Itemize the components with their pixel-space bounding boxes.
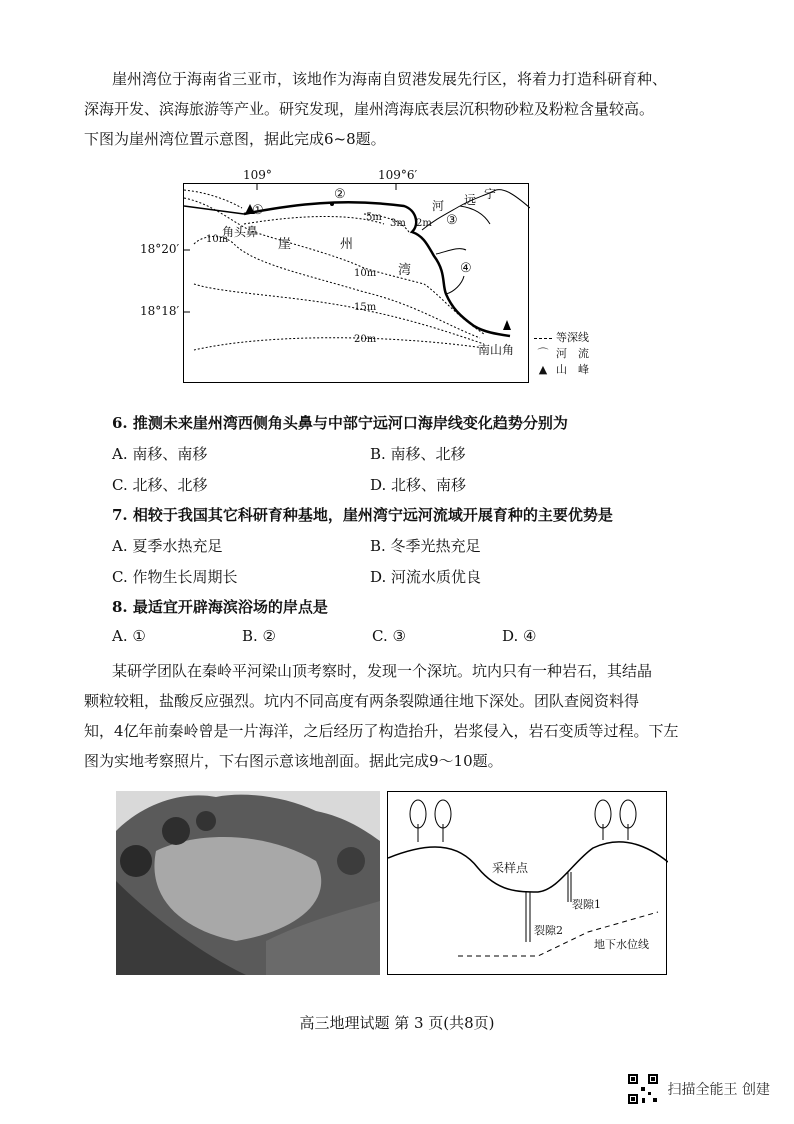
tree-icon	[435, 800, 451, 842]
map-label-he: 河	[432, 199, 445, 213]
peak-icon: ▲	[538, 363, 548, 376]
profile-label-fissure-1: 裂隙1	[572, 898, 601, 911]
map-lat-18-20: 18°20′	[140, 242, 180, 256]
map-lon-109: 109°	[243, 168, 272, 182]
map-label-zhou: 州	[340, 237, 354, 252]
q8-option-b[interactable]: B. ②	[242, 627, 277, 645]
yazhou-bay-map	[183, 183, 529, 383]
depth-label: 3m	[390, 218, 406, 229]
q7-option-c[interactable]: C. 作物生长周期长	[112, 568, 238, 586]
qr-code-icon	[626, 1072, 660, 1106]
q6-option-d[interactable]: D. 北移、南移	[370, 476, 467, 494]
profile-diagram	[387, 791, 667, 975]
tree-icon	[620, 800, 636, 840]
scanner-watermark	[626, 1072, 770, 1106]
map-label-ya: 崖	[278, 237, 292, 252]
peak-icon	[503, 320, 511, 330]
legend-label: 河 流	[556, 347, 589, 360]
intro2-line-2: 颗粒较粗，盐酸反应强烈。坑内不同高度有两条裂隙通往地下深处。团队查阅资料得	[84, 692, 640, 710]
map-label-wan: 湾	[398, 263, 412, 278]
q7-option-d[interactable]: D. 河流水质优良	[370, 568, 482, 586]
question-7-stem: 7. 相较于我国其它科研育种基地，崖州湾宁远河流域开展育种的主要优势是	[112, 506, 613, 524]
map-point-2: ②	[334, 187, 346, 202]
tree-icon	[410, 800, 426, 842]
q7-option-a[interactable]: A. 夏季水热充足	[112, 537, 223, 555]
depth-label: 20m	[354, 334, 377, 345]
question-6-stem: 6. 推测未来崖州湾西侧角头鼻与中部宁远河口海岸线变化趋势分别为	[112, 414, 568, 432]
depth-label: 5m	[366, 212, 382, 223]
profile-label-fissure-2: 裂隙2	[534, 924, 563, 937]
intro2-line-1: 某研学团队在秦岭平河梁山顶考察时，发现一个深坑。坑内只有一种岩石，其结晶	[112, 662, 653, 680]
map-point-3: ③	[446, 213, 458, 228]
depth-label: 2m	[416, 218, 432, 229]
profile-label-sample-point: 采样点	[492, 861, 529, 875]
map-point-4: ④	[460, 261, 472, 276]
depth-label: 10m	[354, 268, 377, 279]
depth-label: 10m	[206, 234, 229, 245]
q6-option-a[interactable]: A. 南移、南移	[112, 445, 208, 463]
legend-item-peak	[534, 362, 589, 378]
map-label-jiaotoubi: 角头鼻	[222, 225, 259, 239]
q8-option-c[interactable]: C. ③	[372, 627, 406, 645]
q6-option-b[interactable]: B. 南移、北移	[370, 445, 466, 463]
intro1-line-1: 崖州湾位于海南省三亚市，该地作为海南自贸港发展先行区，将着力打造科研育种、	[112, 70, 668, 88]
tree-icon	[595, 800, 611, 840]
map-lat-18-18: 18°18′	[140, 304, 180, 318]
field-photo	[116, 791, 380, 975]
intro1-line-3: 下图为崖州湾位置示意图，据此完成6~8题。	[84, 130, 386, 148]
q8-option-a[interactable]: A. ①	[112, 627, 146, 645]
river-icon: ⌒	[537, 347, 549, 360]
map-legend	[534, 330, 589, 378]
contour-line-icon	[534, 338, 552, 339]
map-label-ning: 宁	[484, 187, 497, 201]
legend-item-contour	[534, 330, 589, 346]
scanner-text: 扫描全能王 创建	[667, 1082, 770, 1098]
map-lon-109-6: 109°6′	[378, 168, 418, 182]
question-8-stem: 8. 最适宜开辟海滨浴场的岸点是	[112, 598, 328, 616]
legend-label: 等深线	[556, 331, 589, 344]
map-point-1: ①	[252, 203, 264, 218]
map-label-nanshanjiao: 南山角	[478, 343, 515, 357]
q6-option-c[interactable]: C. 北移、北移	[112, 476, 208, 494]
profile-label-water-table: 地下水位线	[594, 938, 649, 951]
legend-item-river	[534, 346, 589, 362]
intro1-line-2: 深海开发、滨海旅游等产业。研究发现，崖州湾海底表层沉积物砂粒及粉粒含量较高。	[84, 100, 655, 118]
legend-label: 山 峰	[556, 363, 589, 376]
q7-option-b[interactable]: B. 冬季光热充足	[370, 537, 481, 555]
q8-option-d[interactable]: D. ④	[502, 627, 537, 645]
intro2-line-4: 图为实地考察照片，下右图示意该地剖面。据此完成9～10题。	[84, 752, 503, 770]
map-label-yuan: 远	[464, 193, 477, 207]
depth-label: 15m	[354, 302, 377, 313]
intro2-line-3: 知，4亿年前秦岭曾是一片海洋，之后经历了构造抬升，岩浆侵入，岩石变质等过程。下左	[84, 722, 679, 740]
page-footer: 高三地理试题 第 3 页(共8页)	[299, 1014, 495, 1032]
